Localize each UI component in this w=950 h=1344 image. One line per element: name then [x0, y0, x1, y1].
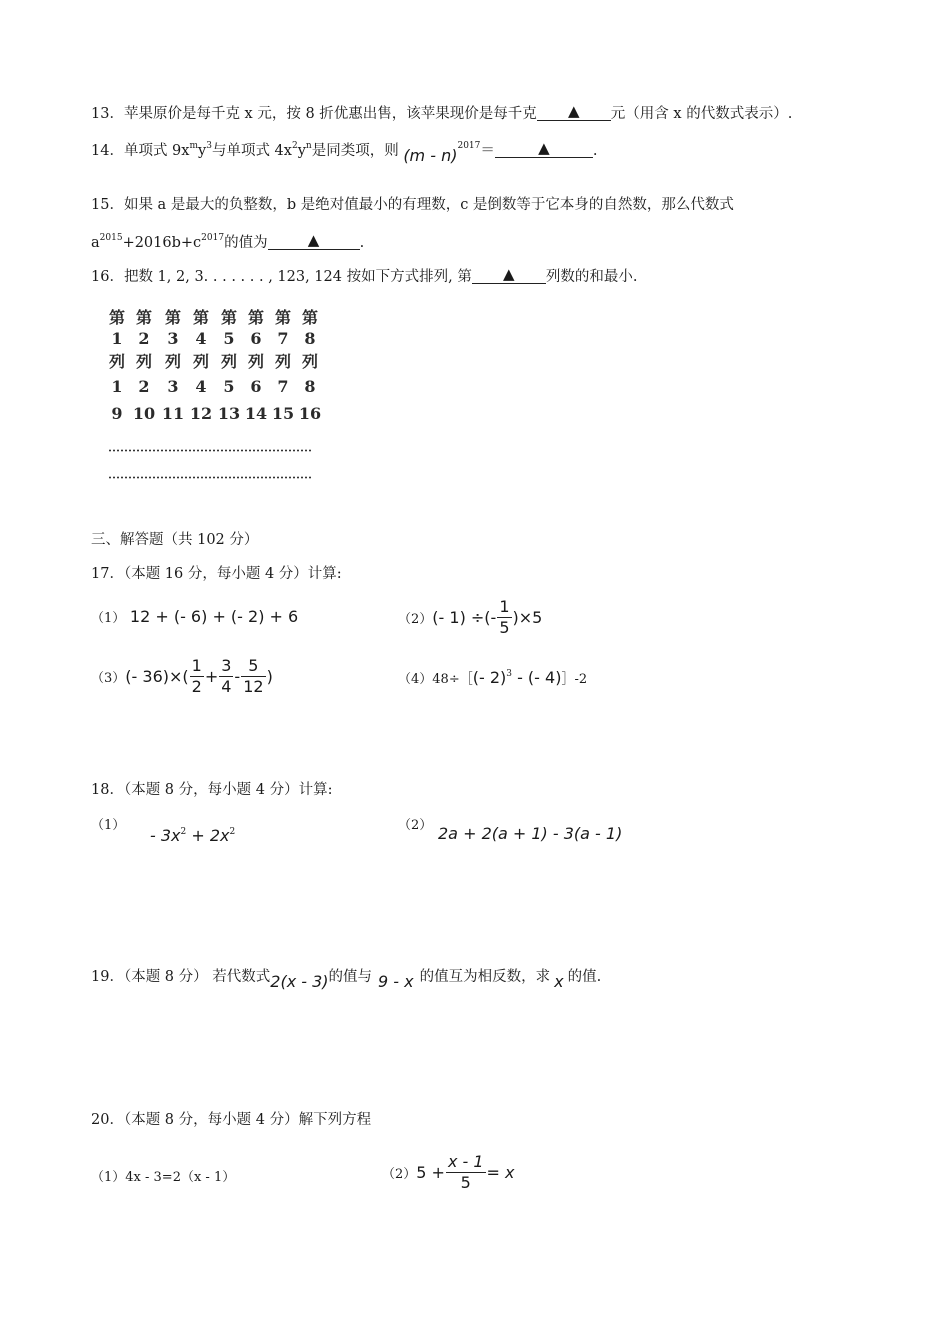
q14-equals: ＝ — [480, 143, 495, 159]
grid-header-num-7: 7 — [277, 329, 289, 348]
q17-p1-expression: 12 + (- 6) + (- 2) + 6 — [129, 607, 299, 626]
q19-text-c: 的值互为相反数，求 — [419, 969, 551, 985]
q17-p3-expr-a: (- 36)×( — [125, 667, 189, 686]
q17-p3-fraction-2 — [219, 656, 233, 697]
q18-p1-b: + 2x — [186, 826, 230, 845]
q13-text-after: 元（用含 x 的代数式表示）. — [610, 106, 793, 122]
q14-text-e: 是同类项，则 — [311, 143, 399, 159]
question-16 — [91, 266, 637, 287]
q15-sup2: 2017 — [201, 233, 225, 243]
q17-p3-f2-denominator: 4 — [221, 677, 232, 696]
q15-tail: 的值为 — [224, 235, 268, 251]
q14-text-y: y — [198, 143, 207, 159]
question-13 — [91, 103, 792, 124]
q17-p4-sup: 3 — [506, 669, 512, 679]
grid-header-top-5: 第 — [220, 308, 237, 327]
q14-sup-2: 2 — [291, 141, 298, 151]
grid-header-num-4: 4 — [195, 329, 207, 348]
grid-header-top-3: 第 — [164, 308, 181, 327]
q15-mid: +2016b+c — [122, 235, 202, 251]
grid-row2-cell-2: 10 — [132, 404, 156, 423]
grid-header-bottom-7: 列 — [274, 352, 291, 371]
section-3-heading: 三、解答题（共 102 分） — [91, 532, 259, 548]
triangle-icon: ▲ — [538, 139, 550, 157]
q15-answer-blank — [268, 232, 360, 250]
q20-p2-expr-a: 5 + — [416, 1163, 445, 1182]
q19-text-a: 19．（本题 8 分） 若代数式 — [91, 969, 271, 985]
q17-p4-expr-c: - (- 4) — [511, 668, 562, 687]
q17-p3-label: （3） — [91, 671, 126, 686]
triangle-icon: ▲ — [568, 102, 580, 120]
q17-p3-minus: - — [234, 667, 241, 686]
grid-row2-cell-4: 12 — [189, 404, 213, 423]
q19-expr-1: 2(x - 3) — [270, 972, 329, 991]
q17-part-1 — [91, 607, 298, 626]
grid-header-num-3: 3 — [167, 329, 179, 348]
grid-header-top-2: 第 — [135, 308, 152, 327]
q17-p4-expr-b: (- 2) — [472, 668, 507, 687]
question-19 — [91, 966, 602, 991]
q20-p2-fraction — [446, 1152, 486, 1193]
q14-sup-n: n — [305, 141, 312, 151]
grid-header-bottom-5: 列 — [220, 352, 237, 371]
grid-header-num-6: 6 — [250, 329, 262, 348]
q14-expression: (m - n) — [403, 146, 458, 165]
grid-row2-cell-3: 11 — [161, 404, 185, 423]
q15-sup1: 2015 — [99, 233, 123, 243]
q18-part-1-label: （1） — [91, 818, 126, 833]
q19-text-d: 的值. — [567, 969, 602, 985]
dotted-continuation-line-2 — [108, 476, 312, 479]
q17-p3-f1-denominator: 2 — [191, 677, 202, 696]
q20-p2-denominator: 5 — [460, 1173, 471, 1192]
q17-part-4 — [398, 668, 587, 687]
grid-header-num-5: 5 — [223, 329, 235, 348]
grid-row1-cell-4: 4 — [195, 377, 207, 396]
q19-expr-2: 9 - x — [378, 972, 414, 991]
question-15-line-1 — [91, 195, 734, 215]
q20-p2-expr-b: = x — [486, 1163, 515, 1182]
grid-row2-cell-5: 13 — [217, 404, 241, 423]
q18-p1-a: - 3x — [150, 826, 181, 845]
q17-part-2 — [398, 597, 542, 638]
q14-exponent: 2017 — [457, 141, 481, 151]
question-15-line-2 — [91, 232, 364, 253]
grid-header-bottom-4: 列 — [192, 352, 209, 371]
q17-p3-f2-numerator: 3 — [221, 656, 232, 675]
q14-answer-blank — [495, 140, 593, 158]
q17-p3-plus: + — [204, 667, 219, 686]
grid-header-top-1: 第 — [108, 308, 125, 327]
question-17-title: 17．（本题 16 分，每小题 4 分）计算: — [91, 566, 342, 582]
q17-p2-expr-a: (- 1) ÷(- — [432, 608, 497, 627]
q14-text: 14．单项式 9x — [91, 143, 190, 159]
q13-text-before: 13．苹果原价是每千克 x 元，按 8 折优惠出售，该苹果现价是每千克 — [91, 106, 537, 122]
grid-header-top-8: 第 — [301, 308, 318, 327]
q17-part-3 — [91, 656, 273, 697]
q18-part-2-label: （2） — [398, 818, 433, 833]
triangle-icon: ▲ — [503, 265, 515, 283]
q17-p2-label: （2） — [398, 612, 433, 627]
grid-header-bottom-8: 列 — [301, 352, 318, 371]
grid-row1-cell-2: 2 — [138, 377, 150, 396]
grid-header-num-8: 8 — [304, 329, 316, 348]
q16-text-before: 16．把数 1, 2, 3. . . . . . . , 123, 124 按如下方式排列, 第 — [91, 269, 472, 285]
grid-header-bottom-3: 列 — [164, 352, 181, 371]
question-14 — [91, 139, 598, 165]
grid-header-num-2: 2 — [138, 329, 150, 348]
q16-answer-blank — [472, 266, 546, 284]
question-20-title: 20．（本题 8 分，每小题 4 分）解下列方程 — [91, 1112, 372, 1128]
q20-p2-numerator: x - 1 — [447, 1152, 484, 1171]
q14-text-c: 与单项式 4x — [211, 143, 292, 159]
grid-row2-cell-1: 9 — [111, 404, 123, 423]
q17-p3-fraction-3 — [241, 656, 265, 697]
q15-text: 15．如果 a 是最大的负整数，b 是绝对值最小的有理数，c 是倒数等于它本身的自然数，那么代数式 — [91, 197, 734, 213]
q14-sup-m: m — [189, 141, 199, 151]
grid-header-top-4: 第 — [192, 308, 209, 327]
q17-p2-fraction — [497, 597, 511, 638]
q18-part-1-expression — [150, 826, 235, 845]
q18-part-2-expression: 2a + 2(a + 1) - 3(a - 1) — [438, 824, 623, 843]
q15-a: a — [91, 235, 100, 251]
grid-row1-cell-7: 7 — [277, 377, 289, 396]
grid-row1-cell-1: 1 — [111, 377, 123, 396]
q20-part-2 — [382, 1152, 515, 1193]
grid-header-bottom-2: 列 — [135, 352, 152, 371]
grid-header-bottom-6: 列 — [247, 352, 264, 371]
q17-p4-expr-d: ］-2 — [561, 672, 588, 687]
q17-p2-expr-b: )×5 — [512, 608, 543, 627]
q17-p3-fraction-1 — [190, 656, 204, 697]
q16-text-after: 列数的和最小. — [545, 269, 638, 285]
grid-row1-cell-8: 8 — [304, 377, 316, 396]
grid-header-top-7: 第 — [274, 308, 291, 327]
q17-p3-close: ) — [266, 667, 273, 686]
grid-header-top-6: 第 — [247, 308, 264, 327]
q19-text-b: 的值与 — [328, 969, 373, 985]
q17-p3-f3-denominator: 12 — [243, 677, 264, 696]
q14-sup-3: 3 — [206, 141, 212, 151]
q14-text-y2: y — [297, 143, 306, 159]
q19-expr-3: x — [554, 972, 564, 991]
q17-p1-label: （1） — [91, 611, 126, 626]
grid-row2-cell-8: 16 — [298, 404, 322, 423]
q15-end: . — [359, 235, 365, 251]
question-18-title: 18．（本题 8 分，每小题 4 分）计算: — [91, 782, 333, 798]
grid-header-bottom-1: 列 — [108, 352, 125, 371]
grid-row1-cell-6: 6 — [250, 377, 262, 396]
q18-p1-sup2: 2 — [229, 827, 236, 837]
q13-answer-blank — [537, 103, 611, 121]
q17-p4-label: （4） — [398, 672, 433, 687]
q20-part-1: （1）4x - 3=2（x - 1） — [91, 1170, 236, 1185]
dotted-continuation-line-1 — [108, 449, 312, 452]
q17-p3-f1-numerator: 1 — [191, 656, 202, 675]
q17-p3-f3-numerator: 5 — [241, 656, 265, 677]
q17-p2-denominator: 5 — [499, 618, 510, 637]
triangle-icon: ▲ — [307, 231, 320, 249]
grid-row1-cell-3: 3 — [167, 377, 179, 396]
q17-p2-numerator: 1 — [499, 597, 510, 616]
grid-row1-cell-5: 5 — [223, 377, 235, 396]
grid-row2-cell-6: 14 — [244, 404, 268, 423]
grid-header-num-1: 1 — [111, 329, 123, 348]
q17-p4-expr-a: 48÷［ — [432, 672, 473, 687]
q20-p2-label: （2） — [382, 1167, 417, 1182]
grid-row2-cell-7: 15 — [271, 404, 295, 423]
q14-end: . — [592, 143, 598, 159]
q18-p1-sup1: 2 — [180, 827, 187, 837]
